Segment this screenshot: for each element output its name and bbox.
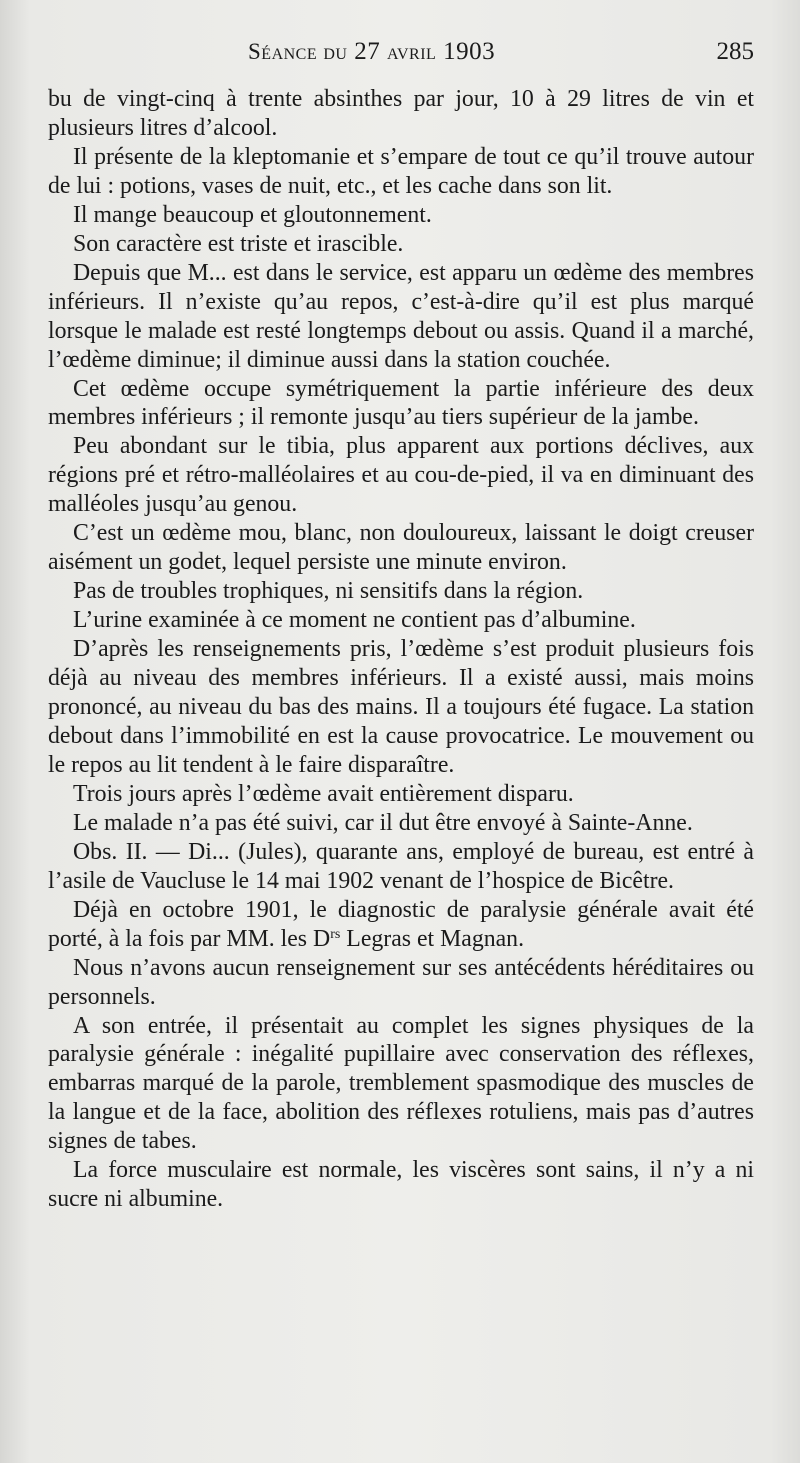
paragraph-diagnosis <box>48 896 754 954</box>
paragraph-physical-signs: A son entrée, il présentait au complet les signes physiques de la paralysie générale : inégalité pupillaire avec conservation des réflexes, embarras marqué de la parole, tremblement spasmodique des muscles de la langue et de la face, abolition des réflexes rotuliens, mais pas d’autres signes de tabes. <box>48 1012 754 1155</box>
running-head-day: 27 <box>354 38 381 65</box>
paragraph-continuation: bu de vingt-cinq à trente absinthes par jour, 10 à 29 litres de vin et plusieurs litres d’alcool. <box>48 86 754 141</box>
running-head-seance: Séance du <box>248 39 348 64</box>
page-header <box>48 38 754 78</box>
diagnosis-text-after: Legras et Magnan. <box>340 925 525 952</box>
paragraph-resolution: Trois jours après l’œdème avait entièrement disparu. <box>73 780 574 807</box>
running-head-month: avril <box>386 39 437 64</box>
paragraph-trophic: Pas de troubles trophiques, ni sensitifs dans la région. <box>73 578 584 605</box>
running-head <box>248 38 495 66</box>
running-head-year: 1903 <box>443 38 496 65</box>
paragraph-oedema-distribution: Peu abondant sur le tibia, plus apparent aux portions déclives, aux régions pré et rétro-malléolaires et au cou-de-pied, il va en diminuant des malléoles jusqu’au genou. <box>48 433 754 518</box>
paragraph-kleptomania: Il présente de la kleptomanie et s’empare de tout ce qu’il trouve autour de lui : potions, vases de nuit, etc., et les cache dans son lit. <box>48 143 754 199</box>
paragraph-character: Son caractère est triste et irascible. <box>73 230 404 257</box>
paragraph-urine: L’urine examinée à ce moment ne contient pas d’albumine. <box>73 607 636 634</box>
doctors-superscript: rs <box>330 926 341 942</box>
paragraph-appetite: Il mange beaucoup et gloutonnement. <box>73 201 432 228</box>
body-text <box>48 85 754 1214</box>
diagnosis-text: Déjà en octobre 1901, le diagnostic de paralysie générale avait été porté, à la fois par MM. les D <box>48 896 754 952</box>
paragraph-muscular-force: La force musculaire est normale, les viscères sont sains, il n’y a ni sucre ni albumine. <box>48 1157 754 1213</box>
paragraph-oedema-location: Cet œdème occupe symétriquement la partie inférieure des deux membres inférieurs ; il remonte jusqu’au tiers supérieur de la jambe. <box>48 375 754 431</box>
paragraph-antecedents: Nous n’avons aucun renseignement sur ses antécédents héréditaires ou personnels. <box>48 954 754 1010</box>
paragraph-obs-ii: Obs. II. — Di... (Jules), quarante ans, employé de bureau, est entré à l’asile de Vaucluse le 14 mai 1902 venant de l’hospice de Bicêtre. <box>48 838 754 894</box>
paragraph-history: D’après les renseignements pris, l’œdème s’est produit plusieurs fois déjà au niveau des membres inférieurs. Il a existé aussi, mais moins prononcé, au niveau du bas des mains. Il a toujours été fugace. La station debout dans l’immobilité en est la cause provocatrice. Le mouvement ou le repos au lit tendent à le faire disparaître. <box>48 636 754 778</box>
page-number: 285 <box>716 38 754 65</box>
paragraph-transfer: Le malade n’a pas été suivi, car il dut être envoyé à Sainte-Anne. <box>73 809 693 836</box>
paragraph-oedema-character: C’est un œdème mou, blanc, non douloureux, laissant le doigt creuser aisément un godet, lequel persiste une minute environ. <box>48 520 754 576</box>
paragraph-oedema-onset: Depuis que M... est dans le service, est apparu un œdème des membres inférieurs. Il n’existe qu’au repos, c’est-à-dire qu’il est plus marqué lorsque le malade est resté longtemps debout ou assis. Quand il a marché, l’œdème diminue; il diminue aussi dans la station couchée. <box>48 259 754 373</box>
